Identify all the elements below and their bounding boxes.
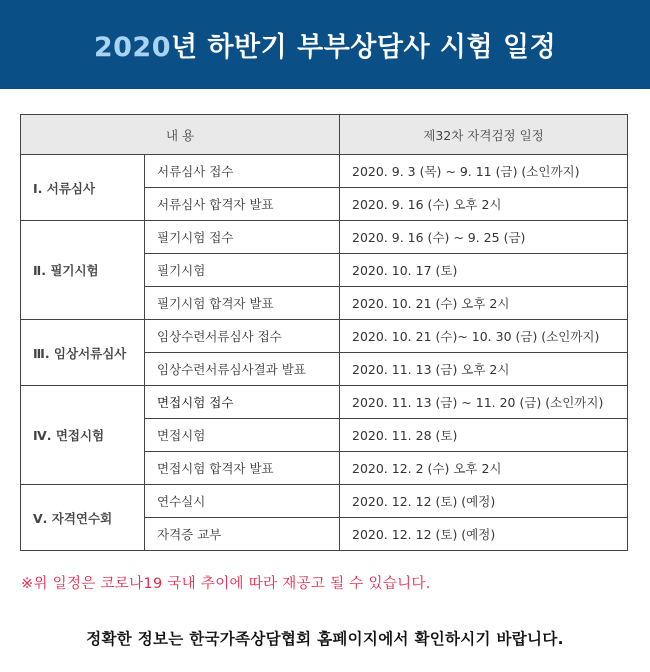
date-cell: 2020. 12. 2 (수) 오후 2시 [340, 452, 628, 485]
item-cell: 연수실시 [145, 485, 340, 518]
item-cell: 면접시험 합격자 발표 [145, 452, 340, 485]
date-cell: 2020. 9. 3 (목) ~ 9. 11 (금) (소인까지) [340, 155, 628, 188]
column-header-content: 내 용 [21, 115, 340, 155]
date-cell: 2020. 11. 13 (금) ~ 11. 20 (금) (소인까지) [340, 386, 628, 419]
page-header [0, 0, 650, 89]
date-cell: 2020. 9. 16 (수) ~ 9. 25 (금) [340, 221, 628, 254]
date-cell: 2020. 11. 13 (금) 오후 2시 [340, 353, 628, 386]
date-cell: 2020. 10. 17 (토) [340, 254, 628, 287]
table-row [21, 221, 628, 254]
date-cell: 2020. 11. 28 (토) [340, 419, 628, 452]
item-cell: 임상수련서류심사 접수 [145, 320, 340, 353]
table-header-row [21, 115, 628, 155]
exam-schedule-table [20, 114, 628, 551]
title-text: 년 하반기 부부상담사 시험 일정 [170, 32, 557, 63]
category-interview-exam: Ⅳ. 면접시험 [21, 386, 145, 485]
item-cell: 서류심사 합격자 발표 [145, 188, 340, 221]
category-certification-training: Ⅴ. 자격연수회 [21, 485, 145, 551]
item-cell: 면접시험 [145, 419, 340, 452]
title-year: 2020 [93, 32, 171, 63]
category-clinical-review: Ⅲ. 임상서류심사 [21, 320, 145, 386]
date-cell: 2020. 10. 21 (수)~ 10. 30 (금) (소인까지) [340, 320, 628, 353]
item-cell: 필기시험 합격자 발표 [145, 287, 340, 320]
date-cell: 2020. 12. 12 (토) (예정) [340, 485, 628, 518]
date-cell: 2020. 12. 12 (토) (예정) [340, 518, 628, 551]
item-cell: 필기시험 접수 [145, 221, 340, 254]
category-written-exam: Ⅱ. 필기시험 [21, 221, 145, 320]
covid-notice: ※위 일정은 코로나19 국내 추이에 따라 재공고 될 수 있습니다. [21, 576, 431, 592]
item-cell: 면접시험 접수 [145, 386, 340, 419]
table-row [21, 320, 628, 353]
column-header-schedule: 제32차 자격검정 일정 [340, 115, 628, 155]
date-cell: 2020. 10. 21 (수) 오후 2시 [340, 287, 628, 320]
date-cell: 2020. 9. 16 (수) 오후 2시 [340, 188, 628, 221]
table-row [21, 386, 628, 419]
page-title [94, 25, 556, 64]
category-document-review: Ⅰ. 서류심사 [21, 155, 145, 221]
footer-message: 정확한 정보는 한국가족상담협회 홈페이지에서 확인하시기 바랍니다. [86, 630, 564, 648]
item-cell: 필기시험 [145, 254, 340, 287]
item-cell: 임상수련서류심사결과 발표 [145, 353, 340, 386]
item-cell: 자격증 교부 [145, 518, 340, 551]
item-cell: 서류심사 접수 [145, 155, 340, 188]
table-row [21, 485, 628, 518]
table-row [21, 155, 628, 188]
